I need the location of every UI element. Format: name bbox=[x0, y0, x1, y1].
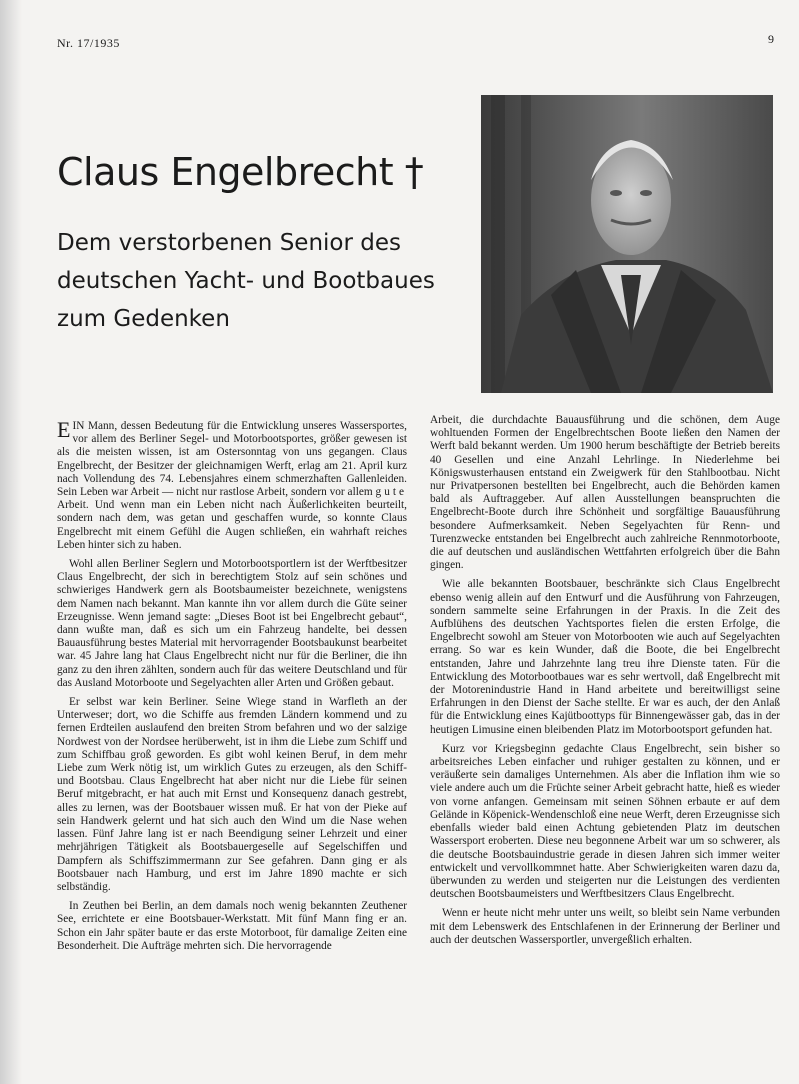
paragraph: Wie alle bekannten Bootsbauer, beschränkte sich Claus Engelbrecht ebenso wenig allein auf den Entwurf und die Ausführung von Fahrzeugen, sondern sammelte seine Erfahrungen in der Praxis. In die Zeit des Aufblühens des deutschen Yachtsportes fielen die ersten Erfolge, die Engelbrecht sowohl am Steuer von Motorbooten wie auch auf Segelyachten errang. So war es kein Wunder, daß die Boote, die bei Engelbrecht entstanden, Jahre und Jahrzehnte lang treu ihre Dienste taten. Für die Entwicklung des Motorbootbaues war es sehr wertvoll, daß Engelbrecht mit der Motorenindustrie Hand in Hand arbeitete und bereitwilligst seine Erfahrungen in den Dienst der Sache stellte. Er war es auch, der den Anlaß für die Entwicklung eines Kajütboottyps für Binnengewässer gab, das in der heutigen Limusine einen bleibenden Platz im Motorbootsport gefunden hat. bbox=[430, 578, 780, 736]
portrait-illustration bbox=[481, 95, 773, 393]
article-title: Claus Engelbrecht † bbox=[57, 150, 424, 194]
paragraph: In Zeuthen bei Berlin, an dem damals noch wenig bekannten Zeuthener See, errichtete er eine Bootsbauer-Werkstatt. Mit fünf Mann fing er an. Schon ein Jahr später baute er das erste Motorboot, für damalige Zeiten eine Besonderheit. Die Aufträge mehrten sich. Die hervorragende bbox=[57, 900, 407, 952]
paragraph: Kurz vor Kriegsbeginn gedachte Claus Engelbrecht, sein bisher so arbeitsreiches Leben einfacher und ruhiger gestalten zu können, und er veräußerte sein damaliges Unternehmen. Als aber die Inflation ihm wie so viele andere auch um die Früchte seiner Arbeit gebracht hatte, hieß es wieder von vorne anfangen. Gemeinsam mit seinen Söhnen erbaute er auf dem Gelände in Köpenick-Wendenschloß eine neue Werft, deren Erzeugnisse sich ebenfalls wieder bald einen Achtung gebietenden Platz im deutschen Wassersport eroberten. Diese neu begonnene Arbeit war um so schwerer, als die deutsche Bootsbauindustrie gerade in diesen Jahren sich immer weiter entwickelt und vervollkommnet hatte. Aber Schwierigkeiten waren dazu da, überwunden zu werden und steigerten nur die Leistungen des verdienten deutschen Bootsbaumeisters und Werftbesitzers Claus Engelbrecht. bbox=[430, 742, 780, 901]
subtitle-line: zum Gedenken bbox=[57, 306, 230, 332]
paragraph: Wohl allen Berliner Seglern und Motorbootsportlern ist der Werftbesitzer Claus Engelbrecht, der sich in berechtigtem Stolz auf sein schönes und schwieriges Handwerk gern als Bootsbaumeister bezeichnete, wenigstens dem Namen nach bekannt. Man kannte ihn vor allem durch die Güte seiner Erzeugnisse. Wenn jemand sagte: „Dieses Boot ist bei Engelbrecht gebaut“, dann wußte man, daß es sich um ein Fahrzeug handelte, bei dessen Bauausführung bestes Material mit hervorragender Bootsbaukunst bearbeitet war. 45 Jahre lang hat Claus Engelbrecht nicht nur für die Berliner, die ihn ganz zu den ihren zählten, sondern auch für das weitere Deutschland und für das Ausland Motorboote und Segelyachten aller Arten und Größen gebaut. bbox=[57, 558, 407, 689]
paragraph: Wenn er heute nicht mehr unter uns weilt, so bleibt sein Name verbunden mit dem Lebenswerk des Entschlafenen in der Erinnerung der Berliner und auch der deutschen Wassersportler, unvergeßlich erhalten. bbox=[430, 907, 780, 946]
subtitle-line: Dem verstorbenen Senior des bbox=[57, 230, 401, 256]
page-number: 9 bbox=[768, 32, 774, 46]
subtitle-line: deutschen Yacht- und Bootbaues bbox=[57, 268, 435, 294]
article-column-right bbox=[430, 414, 780, 953]
page-binding-shadow bbox=[0, 0, 22, 1084]
paragraph: Er selbst war kein Berliner. Seine Wiege stand in Warfleth an der Unterweser; dort, wo die Schiffe aus fremden Ländern kommend und zu fernen Erdteilen auslaufend den breiten Strom befahren und wo der salzige Nordwest von der Nordsee herüberweht, ist in ihm die Liebe zum Schiff und zum Schiffbau groß geworden. Es gibt wohl keinen Beruf, in dem mehr Liebe zum Werk nötig ist, um wirklich Gutes zu erzeugen, als den Schiff- und Bootsbau. Claus Engelbrecht hat aber nicht nur die Liebe für seinen Beruf mitgebracht, er hat auch mit Ernst und Konsequenz danach gestrebt, alles zu lernen, was der Bootsbauer wissen muß. Er hat von der Pieke auf sein Handwerk gelernt und hat sich auch den Wind um die Nase wehen lassen. Fünf Jahre lang ist er nach Beendigung seiner Lehrzeit und einer mehrjährigen Tätigkeit als Bootsbauergeselle auf Segelschiffen und Dampfern als Schiffszimmermann zur See gefahren. Dann ging er als Bootsbauer nach Hamburg, und erst im Jahre 1890 machte er sich selbständig. bbox=[57, 696, 407, 893]
article-subtitle bbox=[57, 224, 477, 338]
portrait-photo bbox=[481, 95, 773, 393]
article-column-left bbox=[57, 417, 407, 959]
issue-number: Nr. 17/1935 bbox=[57, 36, 120, 50]
emphasis-spaced: gute bbox=[375, 486, 407, 499]
paragraph: Arbeit, die durchdachte Bauausführung und die schönen, dem Auge wohltuenden Formen der Engelbrechtschen Boote ließen den Namen der Werft bald bekannt werden. Um 1900 herum beschäftigte der Betrieb bereits 40 Gesellen und eine Anzahl Lehrlinge. In Niederlehme bei Königswusterhausen entstand ein Zweigwerk für den Stahlbootbau. Nicht nur Privatpersonen bestellten bei Engelbrecht, auch die Behörden kamen bald als Auftraggeber. Auf allen Ausstellungen beanspruchten die Engelbrecht-Boote durch ihre Schönheit und sorgfältige Bauausführung besondere Aufmerksamkeit. Neben Segelyachten für Renn- und Turenzwecke entstanden bei Engelbrecht auch zahlreiche Rennmotorboote, die auf deutschen und ausländischen Wettfahrten erfolgreich über die Bahn gingen. bbox=[430, 414, 780, 572]
drop-cap: E bbox=[57, 417, 71, 442]
paragraph: EIN Mann, dessen Bedeutung für die Entwicklung unseres Wassersportes, vor allem des Berliner Segel- und Motorbootsportes, größer gewesen ist als die meisten wissen, ist am Ostersonntag von uns gegangen. Claus Engelbrecht, der Besitzer der gleichnamigen Werft, erlag am 21. April kurz nach Vollendung des 74. Lebensjahres einem schmerzhaften Gallenleiden. Sein Leben war Arbeit — nicht nur rastlose Arbeit, sondern vor allem gute Arbeit. Und wenn man ein Leben nicht nach Äußerlichkeiten beurteilt, sondern nach dem, was getan und geschaffen wurde, so konnte Claus Engelbrecht mit einem Gefühl die Augen schließen, ein wahrhaft reiches Leben hinter sich zu haben. bbox=[57, 417, 407, 551]
